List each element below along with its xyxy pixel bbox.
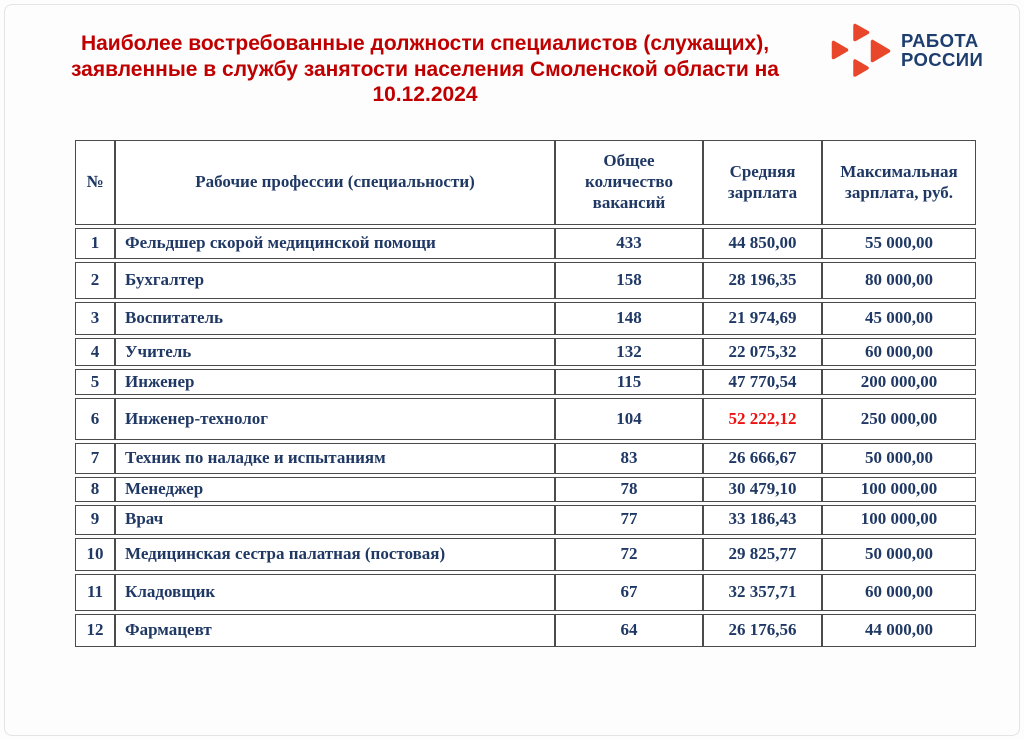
row-number-cell: 1 (75, 228, 115, 259)
avg-salary-cell: 52 222,12 (703, 398, 822, 440)
row-number-cell: 12 (75, 614, 115, 647)
title-line-1: Наиболее востребованные должности специалистов (служащих), (80, 32, 770, 55)
max-salary-cell: 50 000,00 (822, 538, 976, 571)
table-row (75, 538, 976, 571)
max-salary-cell: 100 000,00 (822, 505, 976, 535)
profession-cell: Инженер (115, 369, 555, 395)
profession-cell: Менеджер (115, 477, 555, 502)
col-header-profession: Рабочие профессии (специальности) (115, 140, 555, 225)
vacancies-cell: 83 (555, 443, 703, 474)
vacancies-cell: 78 (555, 477, 703, 502)
page-title (50, 31, 800, 108)
max-salary-cell: 200 000,00 (822, 369, 976, 395)
logo-text (901, 31, 983, 69)
vacancies-cell: 67 (555, 574, 703, 611)
row-number-cell: 2 (75, 262, 115, 299)
table-row (75, 443, 976, 474)
table-row (75, 228, 976, 259)
table-row (75, 477, 976, 502)
col-header-vacancies: Общее количество вакансий (555, 140, 703, 225)
vacancies-cell: 148 (555, 302, 703, 335)
max-salary-cell: 50 000,00 (822, 443, 976, 474)
avg-salary-cell: 30 479,10 (703, 477, 822, 502)
col-header-number: № (75, 140, 115, 225)
profession-cell: Фельдшер скорой медицинской помощи (115, 228, 555, 259)
rabota-rossii-logo (830, 21, 983, 79)
vacancies-cell: 433 (555, 228, 703, 259)
table-row (75, 338, 976, 366)
table-row (75, 574, 976, 611)
table-row (75, 262, 976, 299)
row-number-cell: 11 (75, 574, 115, 611)
table-row (75, 398, 976, 440)
logo-text-line-1: РАБОТА (901, 29, 979, 51)
avg-salary-cell: 28 196,35 (703, 262, 822, 299)
avg-salary-cell: 26 666,67 (703, 443, 822, 474)
avg-salary-cell: 44 850,00 (703, 228, 822, 259)
table-row (75, 505, 976, 535)
row-number-cell: 10 (75, 538, 115, 571)
max-salary-cell: 44 000,00 (822, 614, 976, 647)
vacancies-cell: 77 (555, 505, 703, 535)
avg-salary-cell: 47 770,54 (703, 369, 822, 395)
avg-salary-cell: 33 186,43 (703, 505, 822, 535)
table-row (75, 369, 976, 395)
avg-salary-cell: 21 974,69 (703, 302, 822, 335)
row-number-cell: 6 (75, 398, 115, 440)
profession-cell: Медицинская сестра палатная (постовая) (115, 538, 555, 571)
row-number-cell: 9 (75, 505, 115, 535)
col-header-max-salary: Максимальная зарплата, руб. (822, 140, 976, 225)
profession-cell: Фармацевт (115, 614, 555, 647)
max-salary-cell: 80 000,00 (822, 262, 976, 299)
vacancies-cell: 64 (555, 614, 703, 647)
table-row (75, 614, 976, 647)
title-line-3: 10.12.2024 (372, 83, 478, 107)
vacancies-cell: 72 (555, 538, 703, 571)
logo-text-line-2: РОССИИ (901, 49, 984, 70)
max-salary-cell: 60 000,00 (822, 338, 976, 366)
max-salary-cell: 100 000,00 (822, 477, 976, 502)
row-number-cell: 3 (75, 302, 115, 335)
vacancies-cell: 115 (555, 369, 703, 395)
row-number-cell: 8 (75, 477, 115, 502)
avg-salary-cell: 29 825,77 (703, 538, 822, 571)
row-number-cell: 7 (75, 443, 115, 474)
profession-cell: Врач (115, 505, 555, 535)
profession-cell: Кладовщик (115, 574, 555, 611)
max-salary-cell: 60 000,00 (822, 574, 976, 611)
profession-cell: Воспитатель (115, 302, 555, 335)
vacancies-table-container (75, 137, 976, 650)
max-salary-cell: 45 000,00 (822, 302, 976, 335)
profession-cell: Учитель (115, 338, 555, 366)
title-line-2: заявленные в службу занятости населения Смоленской области на (70, 57, 779, 81)
row-number-cell: 4 (75, 338, 115, 366)
table-row (75, 302, 976, 335)
max-salary-cell: 250 000,00 (822, 398, 976, 440)
avg-salary-cell: 26 176,56 (703, 614, 822, 647)
profession-cell: Техник по наладке и испытаниям (115, 443, 555, 474)
row-number-cell: 5 (75, 369, 115, 395)
vacancies-cell: 104 (555, 398, 703, 440)
profession-cell: Бухгалтер (115, 262, 555, 299)
vacancies-cell: 158 (555, 262, 703, 299)
header-row (75, 140, 976, 225)
vacancies-table (75, 137, 976, 650)
avg-salary-cell: 32 357,71 (703, 574, 822, 611)
max-salary-cell: 55 000,00 (822, 228, 976, 259)
pinwheel-arrows-icon (830, 21, 892, 79)
col-header-avg-salary: Средняя зарплата (703, 140, 822, 225)
profession-cell: Инженер-технолог (115, 398, 555, 440)
vacancies-cell: 132 (555, 338, 703, 366)
avg-salary-cell: 22 075,32 (703, 338, 822, 366)
